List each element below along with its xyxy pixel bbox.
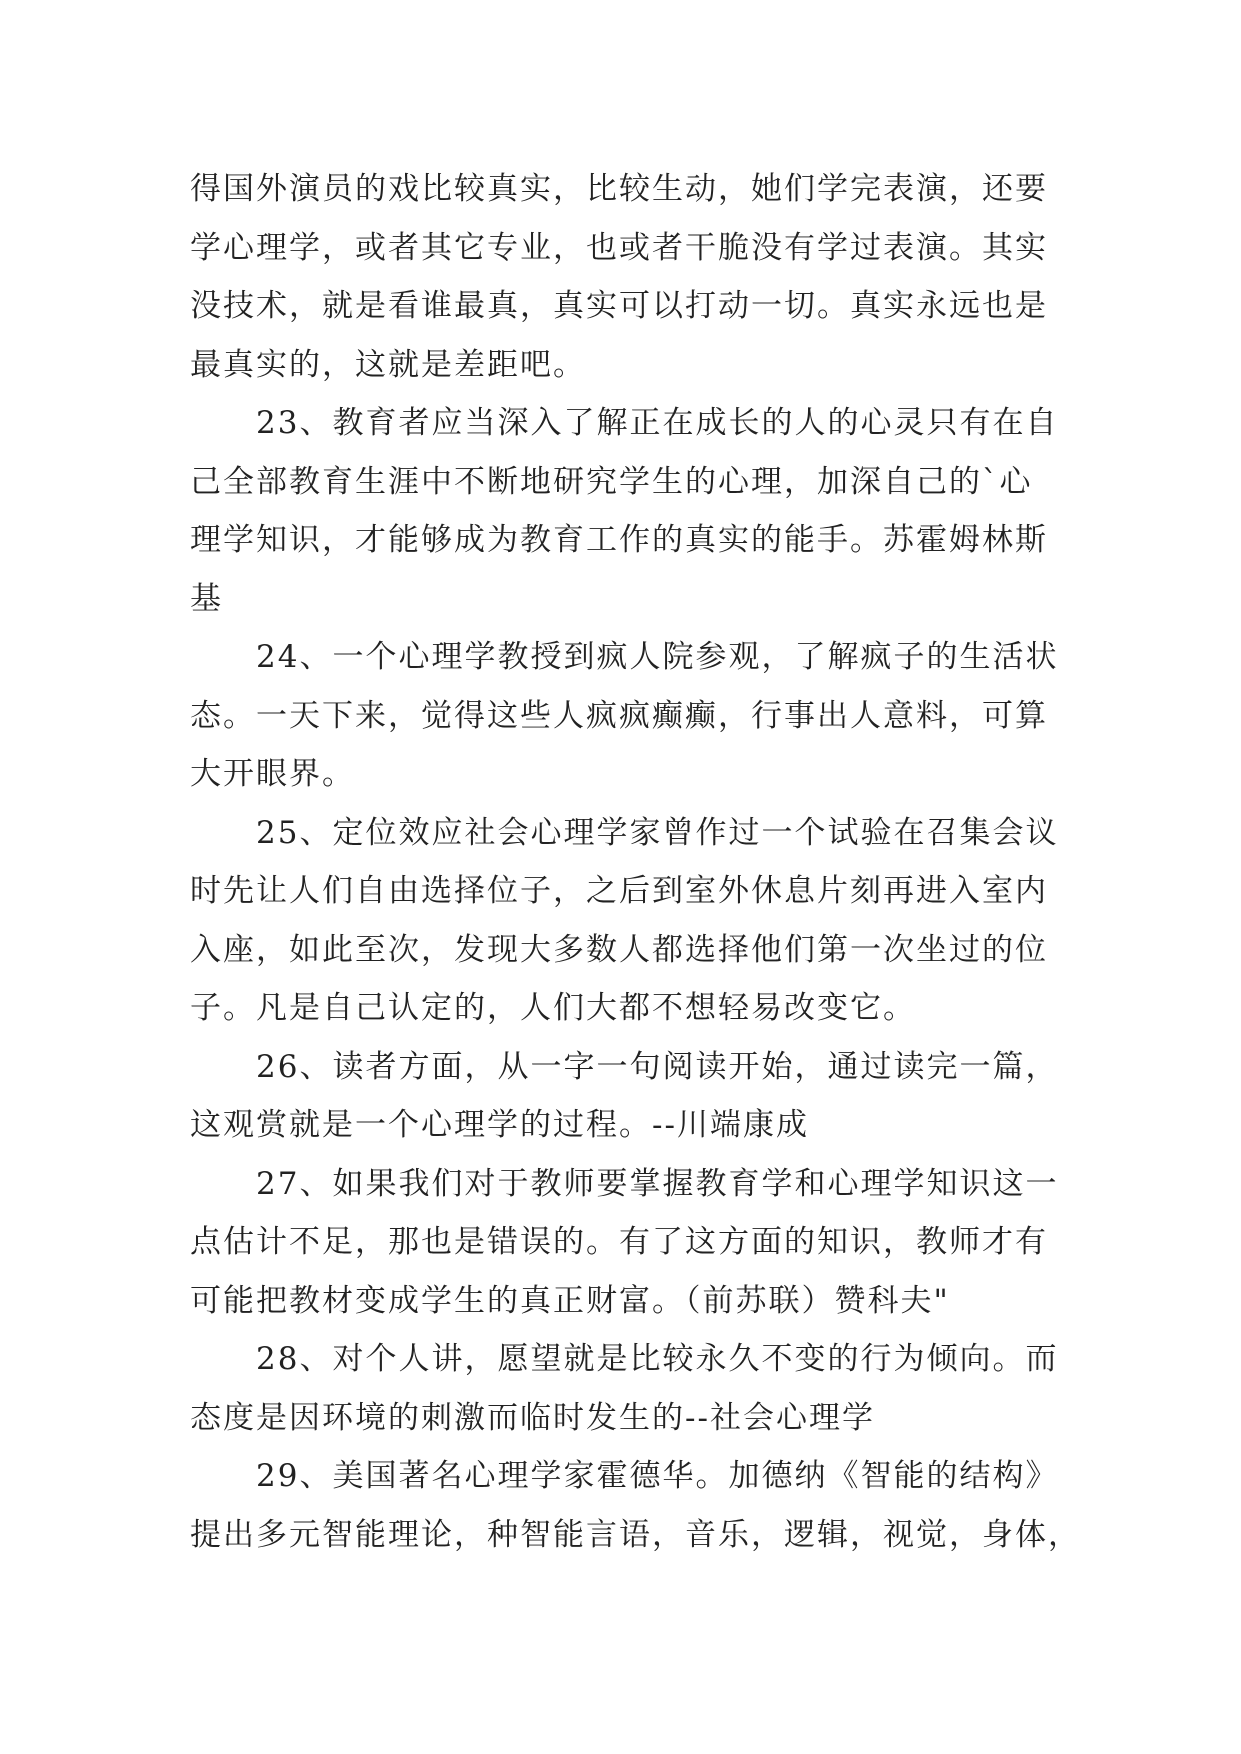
text-line: 态度是因环境的刺激而临时发生的--社会心理学 [190, 1399, 875, 1436]
text-line: 得国外演员的戏比较真实，比较生动，她们学完表演，还要 [190, 171, 1048, 207]
text-line: 入座，如此至次，发现大多数人都选择他们第一次坐过的位 [190, 931, 1048, 968]
text-line: 理学知识，才能够成为教育工作的真实的能手。苏霍姆林斯 [190, 522, 1048, 558]
text-line: 可能把教材变成学生的真正财富。（前苏联）赞科夫" [190, 1282, 950, 1319]
text-line: 27、如果我们对于教师要掌握教育学和心理学知识这一 [190, 1165, 1059, 1202]
paragraph [190, 160, 1058, 394]
text-line: 子。凡是自己认定的，人们大都不想轻易改变它。 [190, 990, 916, 1026]
paragraph [190, 394, 1058, 628]
text-line: 基 [190, 580, 223, 617]
paragraph [190, 1038, 1058, 1155]
text-line: 提出多元智能理论，种智能言语，音乐，逻辑，视觉，身体， [190, 1516, 1081, 1553]
text-line: 点估计不足，那也是错误的。有了这方面的知识，教师才有 [190, 1224, 1048, 1260]
text-line: 29、美国著名心理学家霍德华。加德纳《智能的结构》 [190, 1458, 1059, 1494]
paragraph [190, 1155, 1058, 1331]
paragraph [190, 1330, 1058, 1447]
paragraph [190, 1447, 1081, 1564]
text-line: 己全部教育生涯中不断地研究学生的心理，加深自己的`心 [190, 463, 1033, 500]
paragraph [190, 804, 1058, 1038]
text-line: 24、一个心理学教授到疯人院参观，了解疯子的生活状 [190, 639, 1059, 675]
text-line: 28、对个人讲，愿望就是比较永久不变的行为倾向。而 [190, 1341, 1059, 1377]
text-line: 态。一天下来，觉得这些人疯疯癫癫，行事出人意料，可算 [190, 697, 1048, 734]
text-line: 学心理学，或者其它专业，也或者干脆没有学过表演。其实 [190, 229, 1048, 266]
document-body [190, 160, 1081, 1564]
text-line: 时先让人们自由选择位子，之后到室外休息片刻再进入室内 [190, 873, 1048, 909]
text-line: 25、定位效应社会心理学家曾作过一个试验在召集会议 [190, 814, 1059, 851]
text-line: 最真实的，这就是差距吧。 [190, 346, 586, 383]
paragraph [190, 628, 1058, 804]
text-line: 没技术，就是看谁最真，真实可以打动一切。真实永远也是 [190, 288, 1048, 324]
text-line: 26、读者方面，从一字一句阅读开始，通过读完一篇， [190, 1048, 1059, 1085]
text-line: 这观赏就是一个心理学的过程。--川端康成 [190, 1107, 809, 1143]
text-line: 23、教育者应当深入了解正在成长的人的心灵只有在自 [190, 405, 1059, 441]
text-line: 大开眼界。 [190, 756, 355, 792]
